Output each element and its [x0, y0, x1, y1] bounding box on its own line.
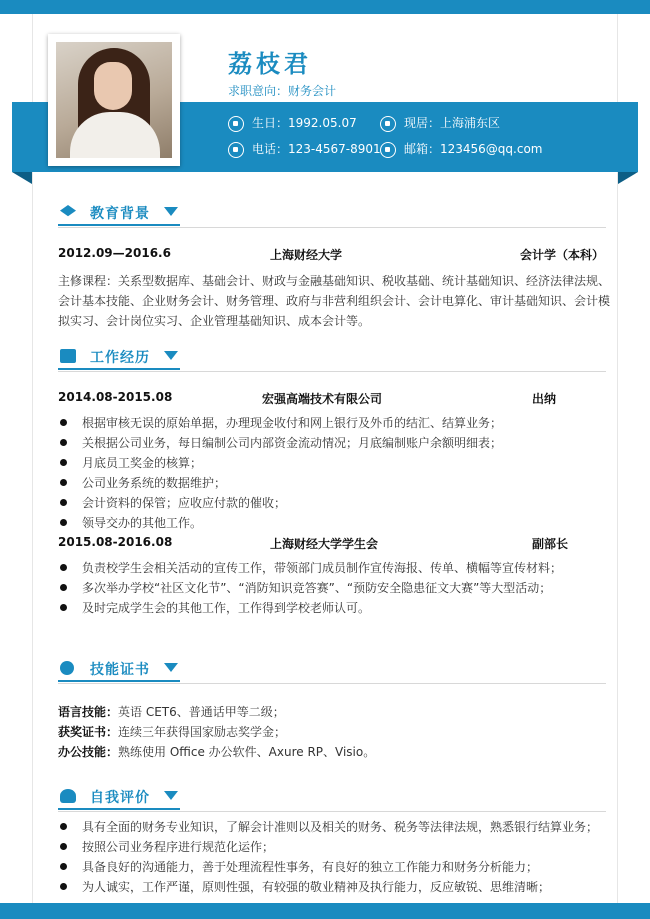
briefcase-icon	[60, 349, 76, 363]
candidate-name: 荔枝君	[228, 50, 312, 78]
job-period: 2015.08-2016.08	[58, 535, 173, 549]
education-school: 上海财经大学	[270, 248, 343, 262]
skill-value: 熟练使用 Office 办公软件、Axure RP、Visio。	[118, 745, 376, 759]
skill-office	[58, 742, 375, 762]
evaluation-rule	[58, 811, 606, 812]
job-1-duties	[58, 413, 618, 533]
email-icon	[380, 142, 396, 158]
list-item: 会计资料的保管；应收应付款的催收；	[58, 493, 618, 513]
list-item: 按照公司业务程序进行规范化运作；	[58, 837, 618, 857]
skills-rule	[58, 683, 606, 684]
job-role: 出纳	[532, 392, 557, 406]
top-accent-bar	[0, 0, 650, 14]
chevron-down-icon	[164, 791, 178, 800]
evaluation-header	[58, 786, 180, 810]
email-info	[380, 140, 543, 158]
skills-title: 技能证书	[90, 662, 150, 678]
list-item: 公司业务系统的数据维护；	[58, 473, 618, 493]
work-header	[58, 346, 180, 370]
skill-label: 语言技能：	[58, 705, 119, 719]
skill-value: 英语 CET6、普通话甲等二级；	[118, 705, 285, 719]
location-text: 现居：上海浦东区	[404, 116, 501, 130]
work-rule	[58, 371, 606, 372]
email-text: 邮箱：123456@qq.com	[404, 142, 543, 156]
chevron-down-icon	[164, 663, 178, 672]
work-title: 工作经历	[90, 350, 150, 366]
user-icon	[60, 789, 76, 803]
skill-awards	[58, 722, 286, 742]
list-item: 及时完成学生会的其他工作，工作得到学校老师认可。	[58, 598, 618, 618]
birthday-icon	[228, 116, 244, 132]
avatar	[56, 42, 172, 158]
birthday-info	[228, 114, 357, 132]
evaluation-title: 自我评价	[90, 790, 150, 806]
list-item: 领导交办的其他工作。	[58, 513, 618, 533]
skills-header	[58, 658, 180, 682]
list-item: 关根据公司业务，每日编制公司内部资金流动情况；月底编制账户余额明细表；	[58, 433, 618, 453]
evaluation-list	[58, 817, 618, 897]
list-item: 具备良好的沟通能力，善于处理流程性事务，有良好的独立工作能力和财务分析能力；	[58, 857, 618, 877]
list-item: 为人诚实，工作严谨，原则性强，有较强的敬业精神及执行能力，反应敏锐、思维清晰；	[58, 877, 618, 897]
skill-label: 办公技能：	[58, 745, 119, 759]
band-fold-left	[12, 172, 32, 184]
job-row-1	[58, 390, 608, 408]
list-item: 负责校学生会相关活动的宣传工作，带领部门成员制作宣传海报、传单、横幅等宣传材料；	[58, 558, 618, 578]
education-title: 教育背景	[90, 206, 150, 222]
location-icon	[380, 116, 396, 132]
graduation-cap-icon	[60, 205, 76, 219]
location-info	[380, 114, 500, 132]
education-header	[58, 202, 180, 226]
education-period: 2012.09—2016.6	[58, 246, 171, 260]
chevron-down-icon	[164, 351, 178, 360]
phone-icon	[228, 142, 244, 158]
birthday-text: 生日：1992.05.07	[252, 116, 357, 130]
education-rule	[58, 227, 606, 228]
job-company: 宏强高端技术有限公司	[262, 392, 383, 406]
phone-text: 电话：123-4567-8901	[252, 142, 381, 156]
job-2-duties	[58, 558, 618, 618]
gear-icon	[60, 661, 74, 675]
education-courses: 主修课程：关系型数据库、基础会计、财政与金融基础知识、税收基础、统计基础知识、经济法律法规、会计基本技能、企业财务会计、财务管理、政府与非营利组织会计、会计电算化、审计基础知识、会计模拟实习、会计岗位实习、企业管理基础知识、成本会计等。	[58, 274, 611, 328]
job-period: 2014.08-2015.08	[58, 390, 173, 404]
list-item: 多次举办学校“社区文化节”、“消防知识竞答赛”、“预防安全隐患征文大赛”等大型活动；	[58, 578, 618, 598]
skill-language	[58, 702, 285, 722]
list-item: 月底员工奖金的核算；	[58, 453, 618, 473]
band-fold-right	[618, 172, 638, 184]
job-company: 上海财经大学学生会	[270, 537, 379, 551]
education-row	[58, 246, 608, 264]
chevron-down-icon	[164, 207, 178, 216]
job-intent: 求职意向：财务会计	[228, 84, 337, 98]
skill-label: 获奖证书：	[58, 725, 119, 739]
list-item: 根据审核无误的原始单据，办理现金收付和网上银行及外币的结汇、结算业务；	[58, 413, 618, 433]
list-item: 具有全面的财务专业知识，了解会计准则以及相关的财务、税务等法律法规，熟悉银行结算业务；	[58, 817, 618, 837]
education-major: 会计学（本科）	[520, 248, 605, 262]
bottom-accent-bar	[0, 903, 650, 919]
job-row-2	[58, 535, 608, 553]
job-role: 副部长	[532, 537, 569, 551]
phone-info	[228, 140, 381, 158]
profile-photo	[48, 34, 180, 166]
skill-value: 连续三年获得国家励志奖学金；	[118, 725, 287, 739]
